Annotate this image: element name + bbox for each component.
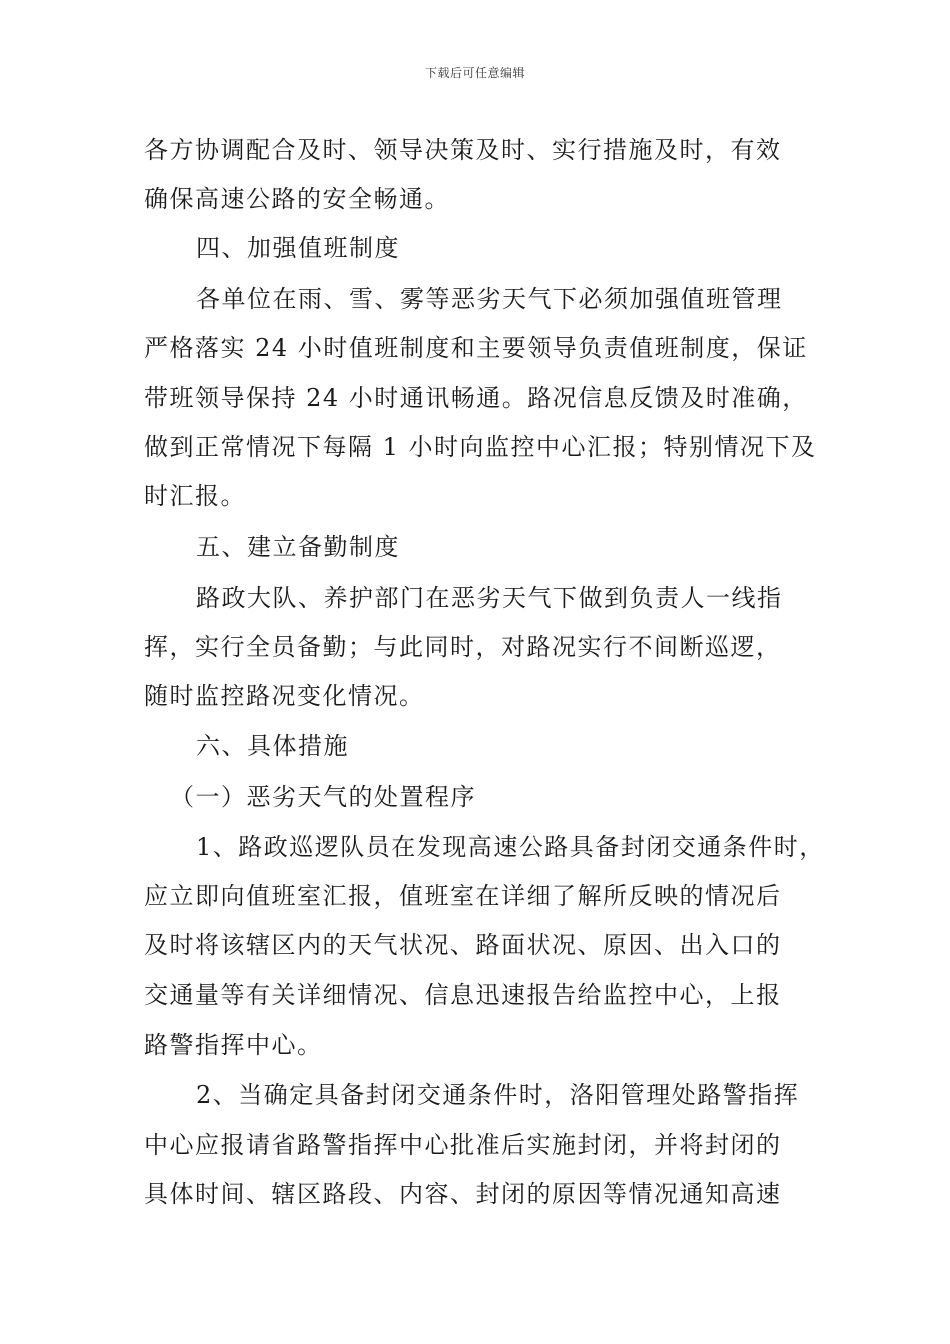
- body-line: 随时监控路况变化情况。: [144, 682, 425, 710]
- section-heading: 四、加强值班制度: [196, 234, 400, 262]
- section-heading: 五、建立备勤制度: [196, 533, 400, 561]
- body-line: 路政大队、养护部门在恶劣天气下做到负责人一线指: [196, 584, 783, 612]
- subsection-heading: （一）恶劣天气的处置程序: [170, 783, 476, 811]
- body-line: 路警指挥中心。: [144, 1031, 323, 1059]
- body-line: 各单位在雨、雪、雾等恶劣天气下必须加强值班管理: [196, 285, 783, 313]
- header-note: 下载后可任意编辑: [424, 66, 525, 80]
- body-line: 确保高速公路的安全畅通。: [144, 185, 450, 213]
- section-heading: 六、具体措施: [196, 732, 349, 760]
- body-line: 1、路政巡逻队员在发现高速公路具备封闭交通条件时，: [196, 833, 825, 861]
- body-line: 交通量等有关详细情况、信息迅速报告给监控中心，上报: [144, 981, 782, 1009]
- body-line: 2、当确定具备封闭交通条件时，洛阳管理处路警指挥: [196, 1081, 800, 1109]
- body-line: 各方协调配合及时、领导决策及时、实行措施及时，有效: [144, 136, 782, 164]
- body-line: 做到正常情况下每隔 1 小时向监控中心汇报；特别情况下及: [144, 433, 817, 461]
- body-line: 带班领导保持 24 小时通讯畅通。路况信息反馈及时准确，: [144, 384, 808, 412]
- body-line: 时汇报。: [144, 482, 246, 510]
- body-line: 及时将该辖区内的天气状况、路面状况、原因、出入口的: [144, 931, 782, 959]
- body-line: 中心应报请省路警指挥中心批准后实施封闭，并将封闭的: [144, 1131, 782, 1159]
- body-line: 应立即向值班室汇报，值班室在详细了解所反映的情况后: [144, 882, 782, 910]
- body-line: 挥，实行全员备勤；与此同时，对路况实行不间断巡逻，: [144, 633, 782, 661]
- body-line: 严格落实 24 小时值班制度和主要领导负责值班制度，保证: [144, 334, 808, 362]
- body-line: 具体时间、辖区路段、内容、封闭的原因等情况通知高速: [144, 1180, 782, 1208]
